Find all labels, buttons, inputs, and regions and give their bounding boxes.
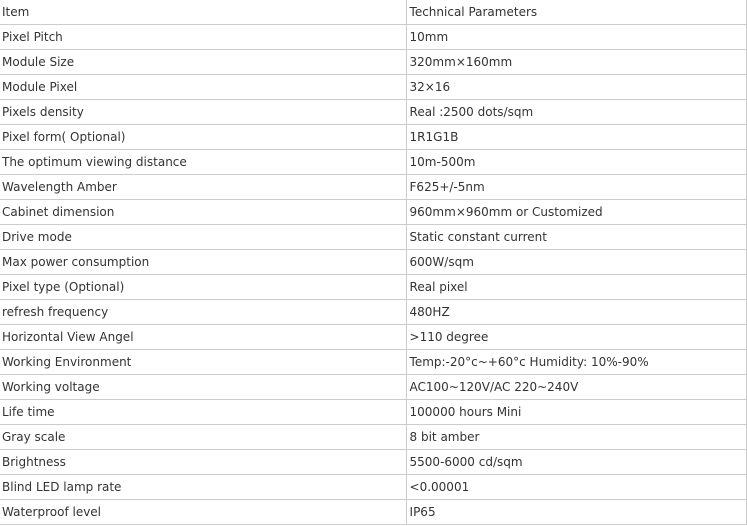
row-value-cell: Real pixel	[406, 275, 746, 300]
row-item-cell: Horizontal View Angel	[0, 325, 406, 350]
row-value-cell: AC100~120V/AC 220~240V	[406, 375, 746, 400]
row-value-cell: IP65	[406, 500, 746, 525]
row-item-cell: Waterproof level	[0, 500, 406, 525]
table-row	[0, 425, 747, 450]
row-value-cell: Temp:-20°c~+60°c Humidity: 10%-90%	[406, 350, 746, 375]
row-item-cell: Wavelength Amber	[0, 175, 406, 200]
table-row	[0, 150, 747, 175]
table-row	[0, 250, 747, 275]
row-item-cell: Module Pixel	[0, 75, 406, 100]
row-item-cell: Life time	[0, 400, 406, 425]
row-value-cell: 320mm×160mm	[406, 50, 746, 75]
row-item-cell: Pixels density	[0, 100, 406, 125]
row-item-cell: The optimum viewing distance	[0, 150, 406, 175]
row-item-cell: Blind LED lamp rate	[0, 475, 406, 500]
table-row	[0, 225, 747, 250]
row-value-cell: 10m-500m	[406, 150, 746, 175]
table-row	[0, 125, 747, 150]
header-item-cell: Item	[0, 0, 406, 25]
row-value-cell: 480HZ	[406, 300, 746, 325]
table-row	[0, 175, 747, 200]
row-value-cell: Real :2500 dots/sqm	[406, 100, 746, 125]
row-value-cell: 10mm	[406, 25, 746, 50]
table-row	[0, 200, 747, 225]
row-item-cell: Pixel type (Optional)	[0, 275, 406, 300]
table-row	[0, 400, 747, 425]
row-item-cell: Working Environment	[0, 350, 406, 375]
table-row	[0, 100, 747, 125]
table-row	[0, 475, 747, 500]
row-item-cell: Working voltage	[0, 375, 406, 400]
row-value-cell: >110 degree	[406, 325, 746, 350]
table-row	[0, 375, 747, 400]
row-value-cell: 32×16	[406, 75, 746, 100]
table-row	[0, 75, 747, 100]
row-value-cell: 100000 hours Mini	[406, 400, 746, 425]
row-item-cell: Max power consumption	[0, 250, 406, 275]
row-value-cell: <0.00001	[406, 475, 746, 500]
row-value-cell: 960mm×960mm or Customized	[406, 200, 746, 225]
table-row	[0, 25, 747, 50]
header-parameters-cell: Technical Parameters	[406, 0, 746, 25]
row-value-cell: F625+/-5nm	[406, 175, 746, 200]
table-row	[0, 500, 747, 525]
row-item-cell: refresh frequency	[0, 300, 406, 325]
table-header-row	[0, 0, 747, 25]
table-row	[0, 325, 747, 350]
row-item-cell: Cabinet dimension	[0, 200, 406, 225]
row-value-cell: Static constant current	[406, 225, 746, 250]
row-item-cell: Brightness	[0, 450, 406, 475]
table-row	[0, 275, 747, 300]
row-value-cell: 1R1G1B	[406, 125, 746, 150]
row-value-cell: 5500-6000 cd/sqm	[406, 450, 746, 475]
row-item-cell: Module Size	[0, 50, 406, 75]
row-item-cell: Drive mode	[0, 225, 406, 250]
table-row	[0, 300, 747, 325]
row-value-cell: 600W/sqm	[406, 250, 746, 275]
row-value-cell: 8 bit amber	[406, 425, 746, 450]
table-row	[0, 350, 747, 375]
table-row	[0, 50, 747, 75]
row-item-cell: Pixel Pitch	[0, 25, 406, 50]
row-item-cell: Gray scale	[0, 425, 406, 450]
table-row	[0, 450, 747, 475]
row-item-cell: Pixel form( Optional)	[0, 125, 406, 150]
